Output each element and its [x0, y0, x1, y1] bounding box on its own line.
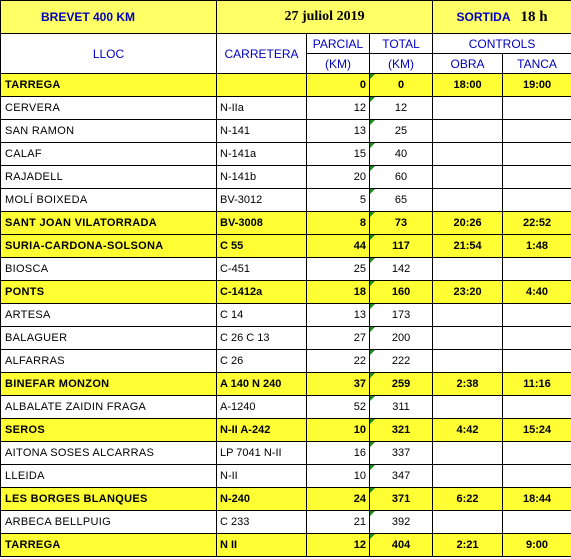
partial-km-cell: 10 [307, 465, 370, 488]
route-row [1, 304, 571, 327]
opening-time-cell [433, 304, 503, 327]
total-km-cell: 173 [370, 304, 433, 327]
partial-km-cell: 13 [307, 120, 370, 143]
road-cell: A 140 N 240 [217, 373, 307, 396]
opening-time-cell [433, 396, 503, 419]
opening-time-cell: 2:38 [433, 373, 503, 396]
partial-km-cell: 16 [307, 442, 370, 465]
route-row [1, 166, 571, 189]
total-km-cell: 222 [370, 350, 433, 373]
route-row [1, 350, 571, 373]
opening-time-cell [433, 258, 503, 281]
road-cell: N-141b [217, 166, 307, 189]
place-cell: BALAGUER [1, 327, 217, 350]
closing-time-cell [503, 327, 571, 350]
total-km-cell: 73 [370, 212, 433, 235]
road-cell: N-IIa [217, 97, 307, 120]
road-cell: N-240 [217, 488, 307, 511]
route-row [1, 396, 571, 419]
brevet-title: BREVET 400 KM [1, 1, 217, 34]
event-date: 27 juliol 2019 [217, 1, 433, 34]
control-row [1, 212, 571, 235]
road-cell: BV-3012 [217, 189, 307, 212]
route-row [1, 511, 571, 534]
closing-time-cell [503, 465, 571, 488]
partial-km-cell: 0 [307, 74, 370, 97]
place-cell: SEROS [1, 419, 217, 442]
partial-km-cell: 24 [307, 488, 370, 511]
road-cell: N II [217, 534, 307, 557]
total-km-cell: 142 [370, 258, 433, 281]
place-cell: SURIA-CARDONA-SOLSONA [1, 235, 217, 258]
total-km-cell: 311 [370, 396, 433, 419]
place-cell: TARREGA [1, 534, 217, 557]
partial-km-cell: 25 [307, 258, 370, 281]
closing-time-cell [503, 166, 571, 189]
total-km-cell: 200 [370, 327, 433, 350]
closing-time-cell [503, 350, 571, 373]
place-cell: BIOSCA [1, 258, 217, 281]
road-cell: LP 7041 N-II [217, 442, 307, 465]
total-km-cell: 371 [370, 488, 433, 511]
opening-time-cell: 21:54 [433, 235, 503, 258]
total-km-cell: 25 [370, 120, 433, 143]
partial-km-cell: 27 [307, 327, 370, 350]
control-row [1, 74, 571, 97]
place-cell: ARBECA BELLPUIG [1, 511, 217, 534]
place-cell: BINEFAR MONZON [1, 373, 217, 396]
partial-km-cell: 13 [307, 304, 370, 327]
route-row [1, 143, 571, 166]
route-row [1, 327, 571, 350]
total-km-cell: 347 [370, 465, 433, 488]
opening-time-cell [433, 350, 503, 373]
road-cell: N-II [217, 465, 307, 488]
header-lloc: LLOC [1, 34, 217, 74]
road-cell: C 233 [217, 511, 307, 534]
closing-time-cell [503, 511, 571, 534]
partial-km-cell: 15 [307, 143, 370, 166]
closing-time-cell: 18:44 [503, 488, 571, 511]
opening-time-cell [433, 465, 503, 488]
road-cell: C 55 [217, 235, 307, 258]
total-km-cell: 60 [370, 166, 433, 189]
place-cell: CERVERA [1, 97, 217, 120]
route-row [1, 97, 571, 120]
control-row [1, 488, 571, 511]
total-km-cell: 117 [370, 235, 433, 258]
closing-time-cell [503, 97, 571, 120]
partial-km-cell: 12 [307, 97, 370, 120]
closing-time-cell [503, 258, 571, 281]
opening-time-cell [433, 143, 503, 166]
total-km-cell: 259 [370, 373, 433, 396]
place-cell: PONTS [1, 281, 217, 304]
closing-time-cell [503, 143, 571, 166]
total-km-cell: 40 [370, 143, 433, 166]
place-cell: SAN RAMON [1, 120, 217, 143]
partial-km-cell: 8 [307, 212, 370, 235]
partial-km-cell: 21 [307, 511, 370, 534]
place-cell: AITONA SOSES ALCARRAS [1, 442, 217, 465]
closing-time-cell [503, 189, 571, 212]
road-cell: BV-3008 [217, 212, 307, 235]
place-cell: LLEIDA [1, 465, 217, 488]
closing-time-cell [503, 442, 571, 465]
closing-time-cell [503, 120, 571, 143]
sortida-label: SORTIDA [456, 9, 511, 24]
header-controls: CONTROLS [433, 34, 571, 54]
place-cell: CALAF [1, 143, 217, 166]
header-obra: OBRA [433, 54, 503, 74]
place-cell: LES BORGES BLANQUES [1, 488, 217, 511]
road-cell: C-1412a [217, 281, 307, 304]
road-cell: N-141 [217, 120, 307, 143]
closing-time-cell: 9:00 [503, 534, 571, 557]
road-cell: N-II A-242 [217, 419, 307, 442]
title-row [1, 1, 571, 34]
total-km-cell: 65 [370, 189, 433, 212]
opening-time-cell [433, 166, 503, 189]
opening-time-cell: 2:21 [433, 534, 503, 557]
total-km-cell: 0 [370, 74, 433, 97]
opening-time-cell: 23:20 [433, 281, 503, 304]
control-row [1, 373, 571, 396]
road-cell [217, 74, 307, 97]
road-cell: C 26 C 13 [217, 327, 307, 350]
start-time [433, 1, 571, 34]
header-parcial: PARCIAL [307, 34, 370, 54]
opening-time-cell [433, 120, 503, 143]
partial-km-cell: 20 [307, 166, 370, 189]
closing-time-cell: 22:52 [503, 212, 571, 235]
place-cell: RAJADELL [1, 166, 217, 189]
header-tanca: TANCA [503, 54, 571, 74]
header-carretera: CARRETERA [217, 34, 307, 74]
place-cell: TARREGA [1, 74, 217, 97]
road-cell: C 26 [217, 350, 307, 373]
place-cell: SANT JOAN VILATORRADA [1, 212, 217, 235]
opening-time-cell [433, 442, 503, 465]
total-km-cell: 392 [370, 511, 433, 534]
opening-time-cell: 20:26 [433, 212, 503, 235]
route-row [1, 189, 571, 212]
opening-time-cell [433, 97, 503, 120]
opening-time-cell: 18:00 [433, 74, 503, 97]
closing-time-cell: 4:40 [503, 281, 571, 304]
total-km-cell: 160 [370, 281, 433, 304]
opening-time-cell [433, 511, 503, 534]
route-row [1, 120, 571, 143]
partial-km-cell: 52 [307, 396, 370, 419]
closing-time-cell: 11:16 [503, 373, 571, 396]
partial-km-cell: 18 [307, 281, 370, 304]
route-row [1, 465, 571, 488]
control-row [1, 534, 571, 557]
route-row [1, 442, 571, 465]
total-km-cell: 321 [370, 419, 433, 442]
road-cell: N-141a [217, 143, 307, 166]
total-km-cell: 337 [370, 442, 433, 465]
road-cell: C 14 [217, 304, 307, 327]
closing-time-cell: 1:48 [503, 235, 571, 258]
header-parcial-unit: (KM) [307, 54, 370, 74]
place-cell: MOLÍ BOIXEDA [1, 189, 217, 212]
closing-time-cell: 15:24 [503, 419, 571, 442]
partial-km-cell: 10 [307, 419, 370, 442]
partial-km-cell: 44 [307, 235, 370, 258]
opening-time-cell: 4:42 [433, 419, 503, 442]
closing-time-cell [503, 396, 571, 419]
opening-time-cell: 6:22 [433, 488, 503, 511]
partial-km-cell: 5 [307, 189, 370, 212]
partial-km-cell: 12 [307, 534, 370, 557]
route-row [1, 258, 571, 281]
control-row [1, 281, 571, 304]
header-total-unit: (KM) [370, 54, 433, 74]
control-row [1, 235, 571, 258]
place-cell: ARTESA [1, 304, 217, 327]
header-total: TOTAL [370, 34, 433, 54]
total-km-cell: 404 [370, 534, 433, 557]
closing-time-cell: 19:00 [503, 74, 571, 97]
road-cell: A-1240 [217, 396, 307, 419]
control-row [1, 419, 571, 442]
opening-time-cell [433, 327, 503, 350]
opening-time-cell [433, 189, 503, 212]
place-cell: ALBALATE ZAIDIN FRAGA [1, 396, 217, 419]
place-cell: ALFARRAS [1, 350, 217, 373]
partial-km-cell: 37 [307, 373, 370, 396]
road-cell: C-451 [217, 258, 307, 281]
column-header-row-1 [1, 34, 571, 54]
sortida-time: 18 h [520, 8, 548, 25]
closing-time-cell [503, 304, 571, 327]
partial-km-cell: 22 [307, 350, 370, 373]
total-km-cell: 12 [370, 97, 433, 120]
